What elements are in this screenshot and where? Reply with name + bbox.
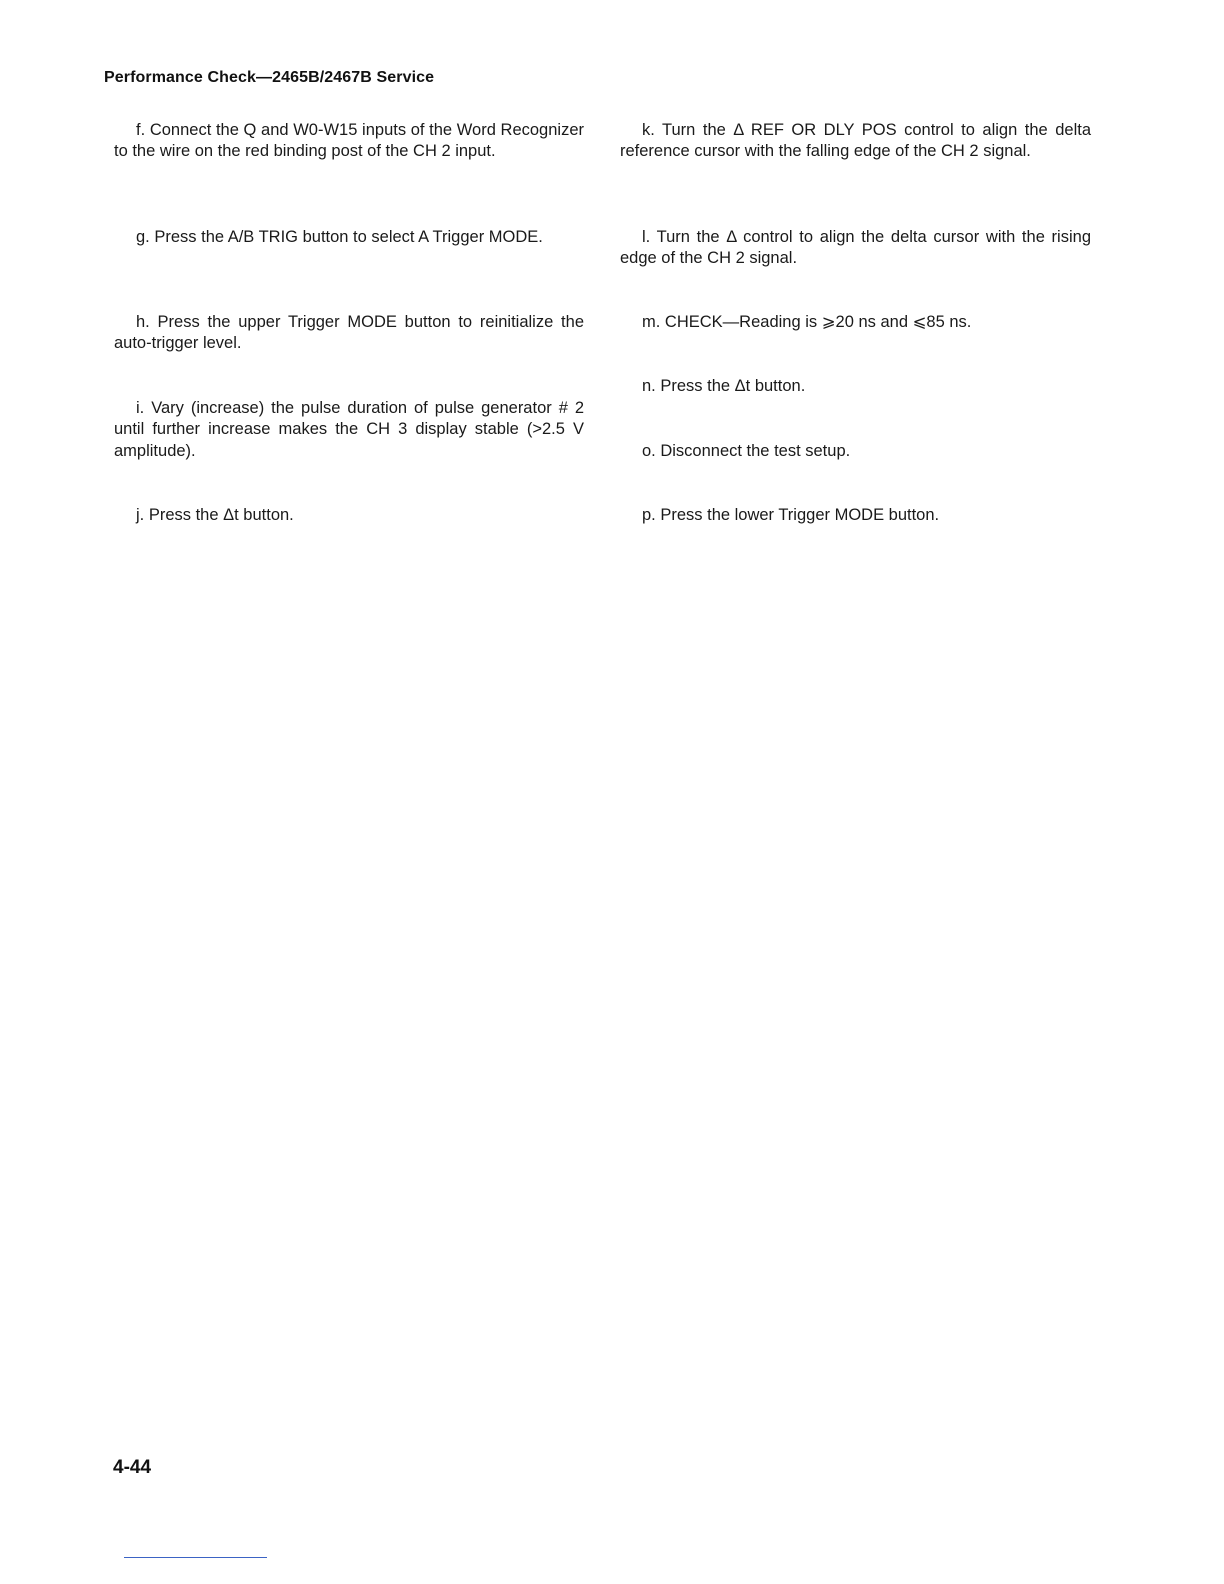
step-o: o. Disconnect the test setup. xyxy=(642,442,851,460)
step-l: l. Turn the Δ control to align the delta cursor with the rising edge of the CH 2 signal. xyxy=(620,228,1091,268)
step-f: f. Connect the Q and W0-W15 inputs of the Word Recognizer to the wire on the red binding post of the CH 2 input. xyxy=(114,121,584,161)
footer-rule xyxy=(124,1557,267,1558)
step-m: m. CHECK—Reading is ⩾20 ns and ⩽85 ns. xyxy=(642,313,972,331)
step-j: j. Press the Δt button. xyxy=(136,506,294,524)
step-k: k. Turn the Δ REF OR DLY POS control to align the delta reference cursor with the falling edge of the CH 2 signal. xyxy=(620,121,1091,161)
page-number: 4-44 xyxy=(113,1457,152,1478)
header-title: Performance Check—2465B/2467B Service xyxy=(104,69,435,86)
step-g: g. Press the A/B TRIG button to select A Trigger MODE. xyxy=(136,228,543,246)
step-p: p. Press the lower Trigger MODE button. xyxy=(642,506,940,524)
step-h: h. Press the upper Trigger MODE button to reinitialize the auto-trigger level. xyxy=(114,313,584,353)
page-header xyxy=(104,69,434,87)
step-n: n. Press the Δt button. xyxy=(642,377,806,395)
step-i: i. Vary (increase) the pulse duration of pulse generator # 2 until further increase makes the CH 3 display stable (>2.5 V amplitude). xyxy=(114,399,584,460)
